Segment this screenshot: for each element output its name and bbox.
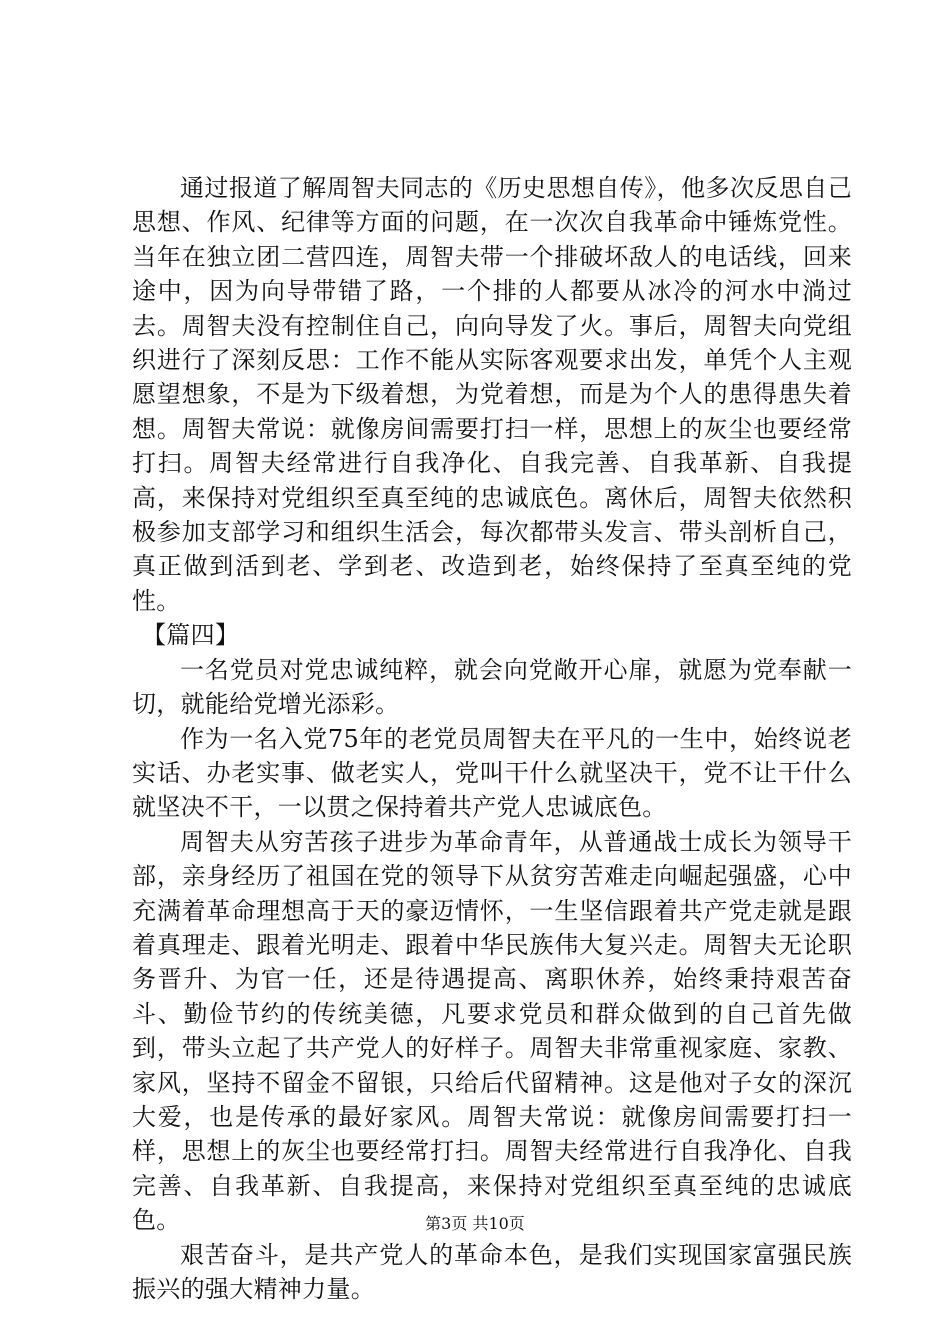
document-body [132, 171, 852, 1306]
paragraph-life-story: 周智夫从穷苦孩子进步为革命青年，从普通战士成长为领导干部，亲身经历了祖国在党的领导下从贫穷苦难走向崛起强盛，心中充满着革命理想高于天的豪迈情怀，一生坚信跟着共产党走就是跟着真理走、跟着光明走、跟着中华民族伟大复兴走。周智夫无论职务晋升、为官一任，还是待遇提高、离职休养，始终秉持艰苦奋斗、勤俭节约的传统美德，凡要求党员和群众做到的自己首先做到，带头立起了共产党人的好样子。周智夫非常重视家庭、家教、家风，坚持不留金不留银，只给后代留精神。这是他对子女的深沉大爱，也是传承的最好家风。周智夫常说：就像房间需要打扫一样，思想上的灰尘也要经常打扫。周智夫经常进行自我净化、自我完善、自我革新、自我提高，来保持对党组织至真至纯的忠诚底色。 [132, 827, 852, 1235]
paragraph-self-reflection: 通过报道了解周智夫同志的《历史思想自传》，他多次反思自己思想、作风、纪律等方面的问题，在一次次自我革命中锤炼党性。当年在独立团二营四连，周智夫带一个排破坏敌人的电话线，回来途中，因为向导带错了路，一个排的人都要从冰冷的河水中淌过去。周智夫没有控制住自己，向向导发了火。事后，周智夫向党组织进行了深刻反思：工作不能从实际客观要求出发，单凭个人主观愿望想象，不是为下级着想，为党着想，而是为个人的患得患失着想。周智夫常说：就像房间需要打扫一样，思想上的灰尘也要经常打扫。周智夫经常进行自我净化、自我完善、自我革新、自我提高，来保持对党组织至真至纯的忠诚底色。离休后，周智夫依然积极参加支部学习和组织生活会，每次都带头发言、带头剖析自己，真正做到活到老、学到老、改造到老，始终保持了至真至纯的党性。 [132, 174, 852, 615]
section-heading: 【篇四】 [142, 621, 240, 650]
paragraph-hard-work: 艰苦奋斗，是共产党人的革命本色，是我们实现国家富强民族振兴的强大精神力量。 [132, 1240, 852, 1303]
paragraph-veteran-member: 作为一名入党75年的老党员周智夫在平凡的一生中，始终说老实话、办老实事、做老实人，党叫干什么就坚决干，党不让干什么就坚决不干，一以贯之保持着共产党人忠诚底色。 [132, 724, 852, 822]
paragraph-loyalty: 一名党员对党忠诚纯粹，就会向党敞开心扉，就愿为党奉献一切，就能给党增光添彩。 [132, 655, 852, 719]
page-footer: 第3页 共10页 [425, 1214, 525, 1233]
